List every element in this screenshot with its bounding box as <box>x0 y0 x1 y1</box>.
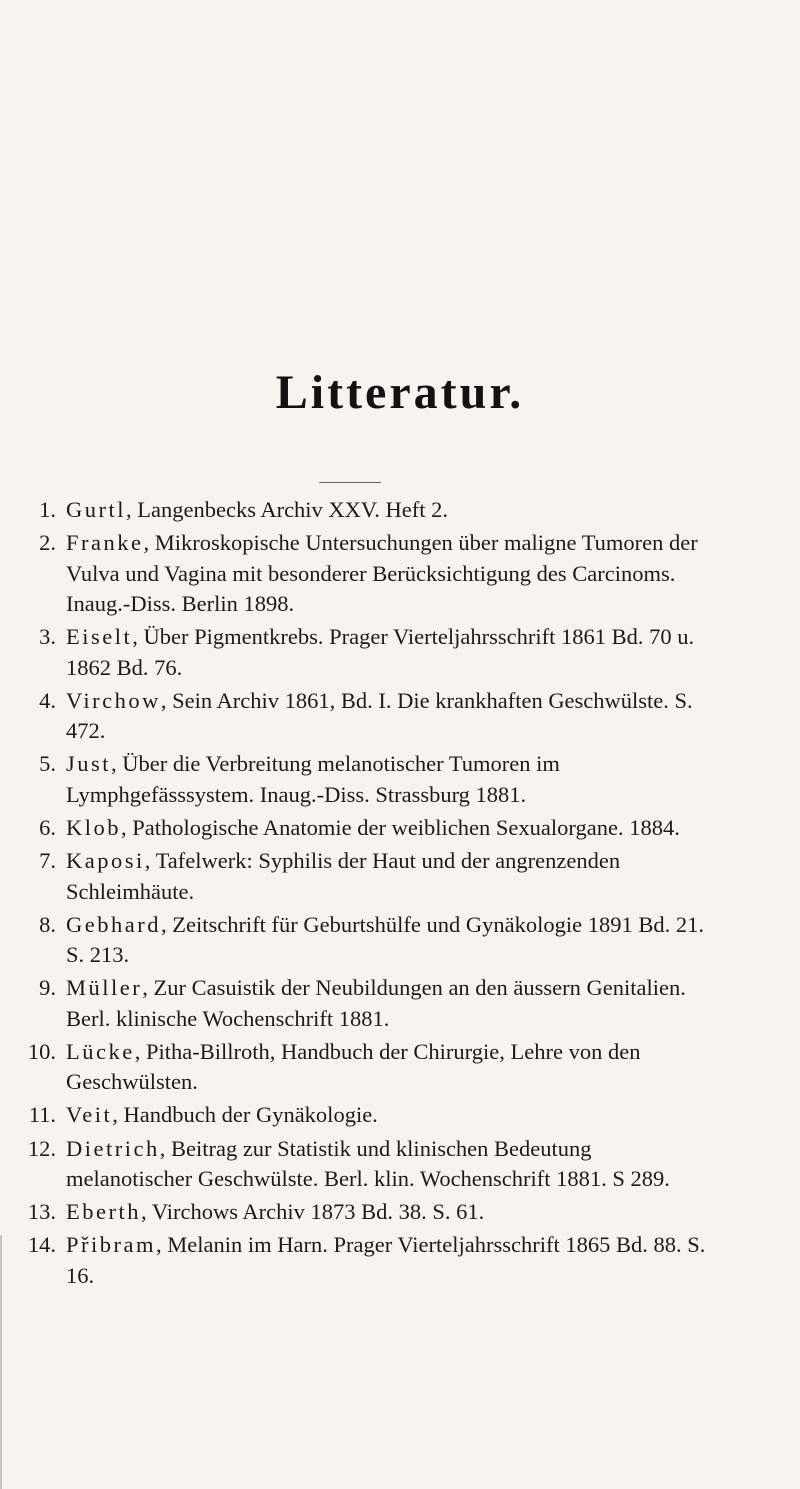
reference-number: 4. <box>39 687 56 713</box>
reference-text: , Pitha-Billroth, Handbuch der Chirurgie, Lehre von den Geschwülsten. <box>66 1038 641 1095</box>
reference-item <box>0 495 716 526</box>
reference-item <box>0 973 716 1034</box>
reference-item <box>0 846 716 907</box>
reference-number: 10. <box>27 1038 56 1064</box>
reference-author: Franke <box>66 530 144 556</box>
page-title: Litteratur. <box>275 366 525 419</box>
reference-item <box>0 749 716 810</box>
reference-text: , Über die Verbreitung melanotischer Tumoren im Lymphgefässsystem. Inaug.-Diss. Strassburg 1881. <box>66 751 560 807</box>
reference-text: , Handbuch der Gynäkologie. <box>112 1102 378 1128</box>
reference-item <box>0 1230 716 1291</box>
reference-text: , Beitrag zur Statistik und klinischen Bedeutung melanotischer Geschwülste. Berl. klin. Wochenschrift 1881. S 289. <box>66 1135 670 1192</box>
reference-author: Klob <box>66 814 121 840</box>
reference-number: 8. <box>39 911 56 937</box>
reference-item <box>0 1197 716 1228</box>
reference-item <box>0 1134 716 1195</box>
reference-number: 7. <box>39 848 56 874</box>
reference-author: Eiselt <box>66 624 133 650</box>
reference-item <box>0 622 716 683</box>
reference-author: Gebhard <box>66 911 161 937</box>
reference-author: Kaposi <box>66 848 145 874</box>
title-divider <box>319 482 381 483</box>
reference-author: Přibram <box>66 1232 156 1258</box>
reference-text: , Zeitschrift für Geburtshülfe und Gynäkologie 1891 Bd. 21. S. 213. <box>66 911 704 968</box>
reference-list <box>0 495 800 1294</box>
reference-text: , Sein Archiv 1861, Bd. I. Die krankhaften Geschwülste. S. 472. <box>66 687 693 744</box>
reference-item <box>0 813 716 844</box>
reference-number: 2. <box>39 530 56 556</box>
reference-number: 6. <box>39 814 56 840</box>
reference-item <box>0 1100 716 1131</box>
reference-text: , Tafelwerk: Syphilis der Haut und der angrenzenden Schleimhäute. <box>66 848 621 904</box>
reference-number: 1. <box>39 497 56 522</box>
reference-text: , Melanin im Harn. Prager Vierteljahrsschrift 1865 Bd. 88. S. 16. <box>66 1232 706 1288</box>
reference-author: Lücke <box>66 1038 135 1064</box>
scan-edge-line <box>0 1235 2 1489</box>
reference-author: Gurtl <box>66 497 126 522</box>
reference-text: , Langenbecks Archiv XXV. Heft 2. <box>126 497 449 522</box>
reference-author: Müller <box>66 975 143 1001</box>
reference-item <box>0 528 716 620</box>
reference-author: Veit <box>66 1102 113 1128</box>
reference-text: , Über Pigmentkrebs. Prager Vierteljahrsschrift 1861 Bd. 70 u. 1862 Bd. 76. <box>66 624 695 680</box>
reference-author: Virchow <box>66 687 161 713</box>
reference-text: , Virchows Archiv 1873 Bd. 38. S. 61. <box>140 1199 485 1225</box>
reference-number: 14. <box>27 1232 56 1258</box>
reference-number: 3. <box>39 624 56 650</box>
reference-number: 9. <box>39 975 56 1001</box>
reference-item <box>0 1037 716 1098</box>
reference-text: , Zur Casuistik der Neubildungen an den äussern Genitalien. Berl. klinische Wochenschrift 1881. <box>66 975 686 1031</box>
reference-text: , Pathologische Anatomie der weiblichen Sexualorgane. 1884. <box>121 814 680 840</box>
reference-author: Dietrich <box>66 1135 160 1161</box>
reference-author: Eberth <box>66 1199 141 1225</box>
reference-item <box>0 910 716 971</box>
reference-number: 11. <box>28 1102 56 1128</box>
reference-item <box>0 686 716 747</box>
reference-number: 5. <box>39 751 56 777</box>
reference-text: , Mikroskopische Untersuchungen über maligne Tumoren der Vulva und Vagina mit besonderer Berücksichtigung des Carcinoms. Inaug.-Diss. Berlin 1898. <box>66 530 698 617</box>
reference-number: 13. <box>27 1199 56 1225</box>
reference-number: 12. <box>27 1135 56 1161</box>
reference-author: Just <box>66 751 112 777</box>
